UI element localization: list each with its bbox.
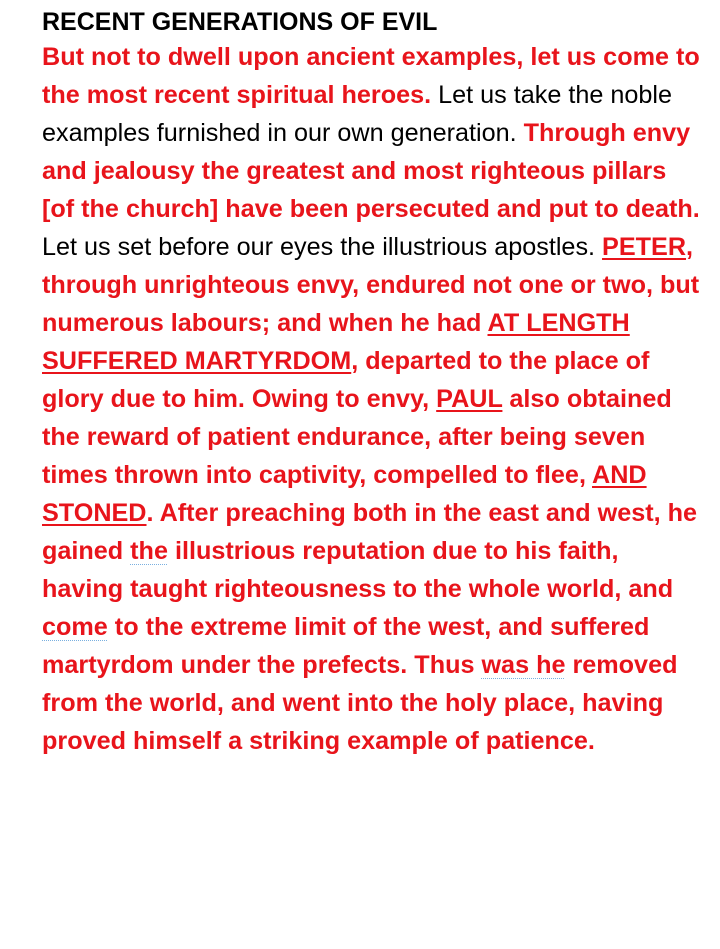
passage-segment-16: to the extreme limit of the west, and suffered martyrdom under the prefects. Thus bbox=[42, 613, 650, 679]
passage-segment-1: But not to dwell upon ancient examples, let us come to the most recent spiritual heroes. bbox=[42, 43, 700, 109]
underlined-paul: PAUL bbox=[436, 385, 503, 413]
passage-segment-2: Let us take the noble examples furnished in our own generation. bbox=[42, 81, 672, 147]
passage-segment-8: , departed to the place of glory due to him. Owing to envy, bbox=[42, 347, 650, 413]
passage-segment-14: illustrious reputation due to his faith, having taught righteousness to the whole world, and bbox=[42, 537, 674, 603]
passage-segment-18: removed from the world, and went into the holy place, having proved himself a striking example of patience. bbox=[42, 651, 678, 755]
linked-word-was-he[interactable]: was he bbox=[481, 651, 566, 679]
passage-segment-6: , through unrighteous envy, endured not one or two, but numerous labours; and when he had bbox=[42, 233, 700, 337]
page-heading: RECENT GENERATIONS OF EVIL bbox=[42, 8, 438, 36]
underlined-peter: PETER bbox=[602, 233, 687, 261]
passage-segment-4: Let us set before our eyes the illustrious apostles. bbox=[42, 233, 603, 261]
passage-segment-12: . After preaching both in the east and west, he gained bbox=[42, 499, 697, 565]
passage-segment-3: Through envy and jealousy the greatest and most righteous pillars [of the church] have been persecuted and put to death. bbox=[42, 119, 700, 223]
passage-segment-10: also obtained the reward of patient endurance, after being seven times thrown into captivity, compelled to flee, bbox=[42, 385, 672, 489]
linked-word-come[interactable]: come bbox=[42, 613, 108, 641]
underlined-martyrdom: AT LENGTH SUFFERED MARTYRDOM bbox=[42, 309, 630, 375]
underlined-stoned: AND STONED bbox=[42, 461, 647, 527]
passage-text bbox=[42, 38, 702, 760]
linked-word-the[interactable]: the bbox=[130, 537, 168, 565]
